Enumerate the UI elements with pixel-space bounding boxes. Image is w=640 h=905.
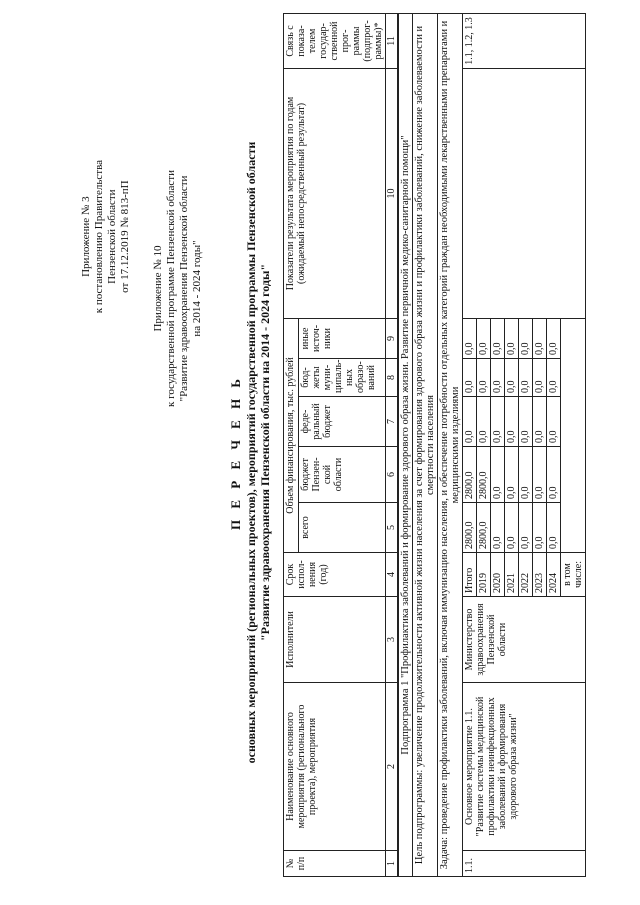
appendix-3-header	[80, 160, 132, 313]
measure-num: 1.1.	[463, 851, 586, 877]
header-funding: Объем финансирования, тыс. рублей	[284, 318, 299, 552]
col-number: 5	[386, 503, 399, 553]
measure-link: 1.1, 1.2, 1.3	[463, 13, 586, 68]
including-spacer	[561, 318, 586, 552]
row-regional: 0,0	[547, 447, 561, 503]
row-term: 2022	[519, 553, 533, 597]
col-number: 4	[386, 553, 399, 597]
appendix-3-line4: от 17.12.2019 № 813-пП	[119, 180, 131, 293]
goal-row: Цель подпрограммы: увеличение продолжительности активной жизни населения за счет формирования здорового образа жизни и профилактики заболеваний, снижение заболеваемости и смертности населения	[413, 13, 438, 876]
title-line1: основных мероприятий (региональных проектов), мероприятий государственной программы Пензенской области	[244, 141, 258, 764]
col-number: 7	[386, 397, 399, 447]
appendix-10-line4: на 2014 - 2024 годы"	[191, 240, 203, 337]
row-regional: 0,0	[533, 447, 547, 503]
including-label: в том числе:	[561, 553, 586, 597]
row-federal: 0,0	[491, 397, 505, 447]
measures-table	[283, 13, 586, 877]
row-regional: 0,0	[491, 447, 505, 503]
measure-indicator	[463, 68, 586, 318]
appendix-10-header	[152, 170, 204, 407]
row-term: Итого	[463, 553, 477, 597]
row-other: 0,0	[519, 318, 533, 358]
row-other: 0,0	[463, 318, 477, 358]
appendix-10-line1: Приложение № 10	[152, 245, 164, 332]
row-total: 0,0	[533, 503, 547, 553]
row-regional: 0,0	[519, 447, 533, 503]
title-line2: "Развитие здравоохранения Пензенской области на 2014 - 2024 годы"	[258, 263, 272, 642]
subprogram-row: Подпрограмма 1 "Профилактика заболеваний и формирование здорового образа жизни. Развитие первичной медико-санитарной помощи"	[398, 13, 413, 876]
header-executors: Исполнители	[284, 597, 386, 683]
row-other: 0,0	[533, 318, 547, 358]
column-numbers-row	[386, 13, 399, 876]
row-regional: 2800,0	[463, 447, 477, 503]
col-number: 9	[386, 318, 399, 358]
row-municipal: 0,0	[463, 359, 477, 397]
header-link: Связь с показа-телем государ-ственной прог-раммы (подпрог-раммы)*	[284, 13, 386, 68]
appendix-3-line2: к постановлению Правительства	[93, 160, 105, 314]
row-term: 2020	[491, 553, 505, 597]
col-number: 6	[386, 447, 399, 503]
measure-name: Основное мероприятие 1.1. "Развитие системы медицинской профилактики неинфекционных заболеваний и формирования здорового образа жизни"	[463, 683, 586, 851]
row-municipal: 0,0	[547, 359, 561, 397]
row-other: 0,0	[491, 318, 505, 358]
row-term: 2023	[533, 553, 547, 597]
header-other: иные источ-ники	[299, 318, 386, 358]
col-number: 3	[386, 597, 399, 683]
row-other: 0,0	[547, 318, 561, 358]
appendix-3-line3: Пензенской области	[106, 189, 118, 284]
title-heading: П Е Р Е Ч Е Н Ь	[228, 374, 243, 531]
row-total: 0,0	[491, 503, 505, 553]
row-federal: 0,0	[519, 397, 533, 447]
row-federal: 0,0	[477, 397, 491, 447]
row-municipal: 0,0	[519, 359, 533, 397]
row-regional: 2800,0	[477, 447, 491, 503]
appendix-3-line1: Приложение № 3	[80, 196, 92, 277]
row-total: 2800,0	[463, 503, 477, 553]
col-number: 10	[386, 68, 399, 318]
row-other: 0,0	[477, 318, 491, 358]
row-term: 2024	[547, 553, 561, 597]
row-municipal: 0,0	[533, 359, 547, 397]
appendix-10-line3: "Развитие здравоохранения Пензенской области	[178, 175, 190, 402]
header-federal: феде-ральный бюджет	[299, 397, 386, 447]
header-indicator: Показатели результата мероприятия по годам (ожидаемый непосредственный результат)	[284, 68, 386, 318]
row-other: 0,0	[505, 318, 519, 358]
row-total: 0,0	[505, 503, 519, 553]
row-term: 2019	[477, 553, 491, 597]
row-total: 2800,0	[477, 503, 491, 553]
row-total: 0,0	[547, 503, 561, 553]
header-total: всего	[299, 503, 386, 553]
row-federal: 0,0	[505, 397, 519, 447]
col-number: 8	[386, 359, 399, 397]
measure-executor: Министерство здравоохранения Пензенской области	[463, 597, 586, 683]
row-federal: 0,0	[547, 397, 561, 447]
row-municipal: 0,0	[491, 359, 505, 397]
table-row	[463, 13, 477, 876]
row-term: 2021	[505, 553, 519, 597]
row-federal: 0,0	[533, 397, 547, 447]
appendix-10-line2: к государственной программе Пензенской области	[165, 170, 177, 407]
row-regional: 0,0	[505, 447, 519, 503]
header-name: Наименование основного мероприятия (регионального проекта), мероприятия	[284, 683, 386, 851]
row-municipal: 0,0	[505, 359, 519, 397]
header-num: № п/п	[284, 851, 386, 877]
header-term: Срок испол-нения (год)	[284, 553, 386, 597]
header-regional: бюджет Пензен-ской области	[299, 447, 386, 503]
row-municipal: 0,0	[477, 359, 491, 397]
col-number: 1	[386, 851, 399, 877]
col-number: 2	[386, 683, 399, 851]
task-row: Задача: проведение профилактики заболеваний, включая иммунизацию населения, и обеспечение потребности отдельных категорий граждан необходимыми лекарственными препаратами и медицинскими изделиями	[438, 13, 463, 876]
row-federal: 0,0	[463, 397, 477, 447]
document-title	[228, 0, 272, 905]
header-municipal: бюд-жеты муни-ципаль-ных образо-ваний	[299, 359, 386, 397]
col-number: 11	[386, 13, 399, 68]
row-total: 0,0	[519, 503, 533, 553]
